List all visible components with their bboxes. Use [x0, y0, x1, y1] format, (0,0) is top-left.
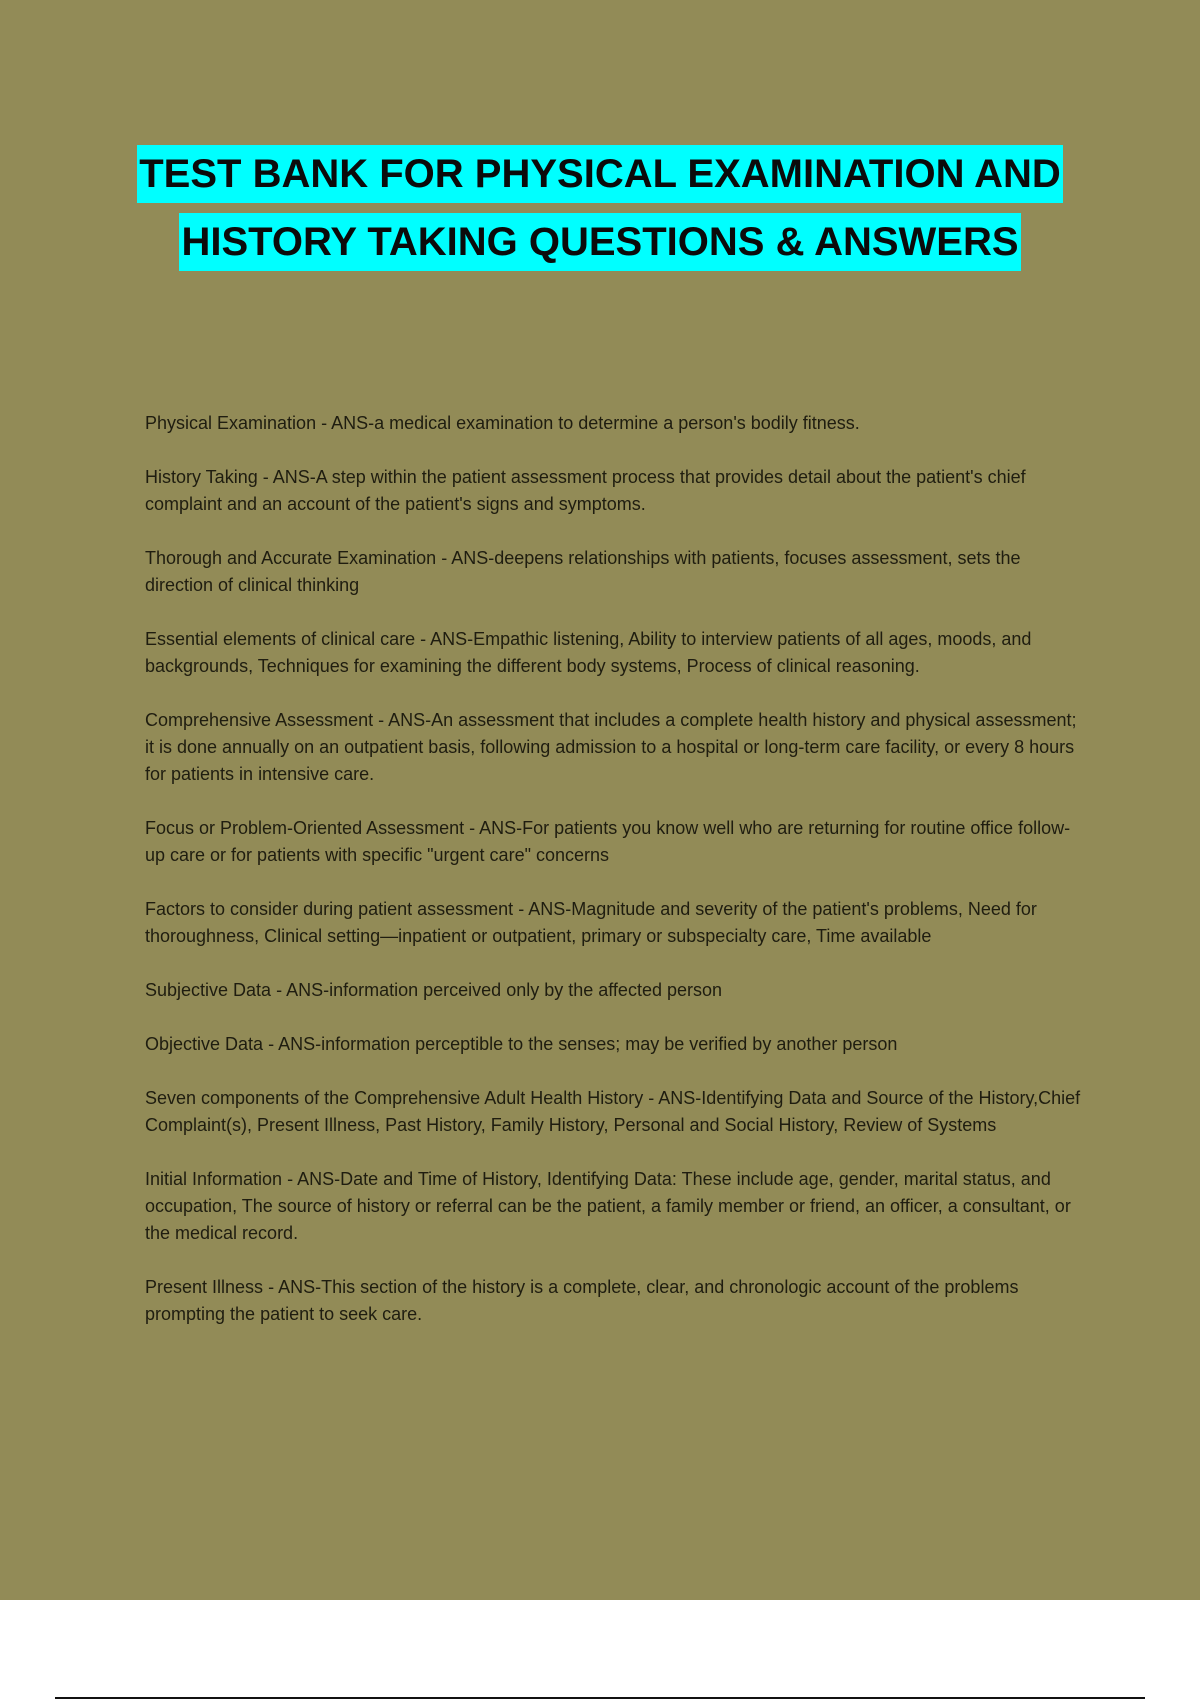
entry-answer: ANS-For patients you know well who are returning for routine office follow-up care or for patients with specific "urgent care" concerns	[145, 818, 1071, 865]
entry-answer: ANS-information perceived only by the affected person	[286, 980, 723, 1000]
qa-entry	[145, 410, 1085, 437]
entry-answer: ANS-Date and Time of History, Identifying Data: These include age, gender, marital status, and occupation, The source of history or referral can be the patient, a family member or friend, an officer, a consultant, or the medical record.	[145, 1169, 1071, 1243]
qa-entry	[145, 896, 1085, 950]
qa-entry	[145, 1085, 1085, 1139]
title-line-1: TEST BANK FOR PHYSICAL EXAMINATION AND	[137, 145, 1063, 203]
entry-answer: ANS-This section of the history is a complete, clear, and chronologic account of the problems prompting the patient to seek care.	[145, 1277, 1019, 1324]
entry-term: Present Illness -	[145, 1277, 278, 1297]
entry-answer: ANS-An assessment that includes a complete health history and physical assessment; it is done annually on an outpatient basis, following admission to a hospital or long-term care facility, or every 8 hours for patients in intensive care.	[145, 710, 1077, 784]
entry-term: Subjective Data -	[145, 980, 286, 1000]
qa-entry	[145, 1166, 1085, 1247]
qa-entry	[145, 1274, 1085, 1328]
entry-term: Thorough and Accurate Examination -	[145, 548, 451, 568]
entry-term: Essential elements of clinical care -	[145, 629, 430, 649]
entry-term: Factors to consider during patient assessment -	[145, 899, 528, 919]
entry-term: Comprehensive Assessment -	[145, 710, 388, 730]
entry-answer: ANS-Empathic listening, Ability to interview patients of all ages, moods, and backgrounds, Techniques for examining the different body systems, Process of clinical reasoning.	[145, 629, 1032, 676]
entry-term: History Taking -	[145, 467, 273, 487]
entry-answer: ANS-A step within the patient assessment process that provides detail about the patient's chief complaint and an account of the patient's signs and symptoms.	[145, 467, 1026, 514]
qa-entry	[145, 626, 1085, 680]
entry-answer: ANS-Identifying Data and Source of the History,Chief Complaint(s), Present Illness, Past History, Family History, Personal and Social History, Review of Systems	[145, 1088, 1081, 1135]
entry-answer: ANS-Magnitude and severity of the patient's problems, Need for thoroughness, Clinical setting—inpatient or outpatient, primary or subspecialty care, Time available	[145, 899, 1037, 946]
page-divider	[55, 1697, 1145, 1699]
entry-answer: ANS-a medical examination to determine a person's bodily fitness.	[331, 413, 860, 433]
entry-term: Focus or Problem-Oriented Assessment -	[145, 818, 479, 838]
entry-term: Seven components of the Comprehensive Adult Health History -	[145, 1088, 658, 1108]
qa-list	[145, 410, 1085, 1355]
qa-entry	[145, 977, 1085, 1004]
entry-term: Initial Information -	[145, 1169, 297, 1189]
entry-answer: ANS-deepens relationships with patients, focuses assessment, sets the direction of clinical thinking	[145, 548, 1021, 595]
document-title	[0, 145, 1200, 271]
qa-entry	[145, 815, 1085, 869]
qa-entry	[145, 707, 1085, 788]
qa-entry	[145, 1031, 1085, 1058]
entry-answer: ANS-information perceptible to the senses; may be verified by another person	[278, 1034, 898, 1054]
qa-entry	[145, 464, 1085, 518]
entry-term: Physical Examination -	[145, 413, 331, 433]
entry-term: Objective Data -	[145, 1034, 278, 1054]
title-line-2: HISTORY TAKING QUESTIONS & ANSWERS	[179, 213, 1020, 271]
qa-entry	[145, 545, 1085, 599]
